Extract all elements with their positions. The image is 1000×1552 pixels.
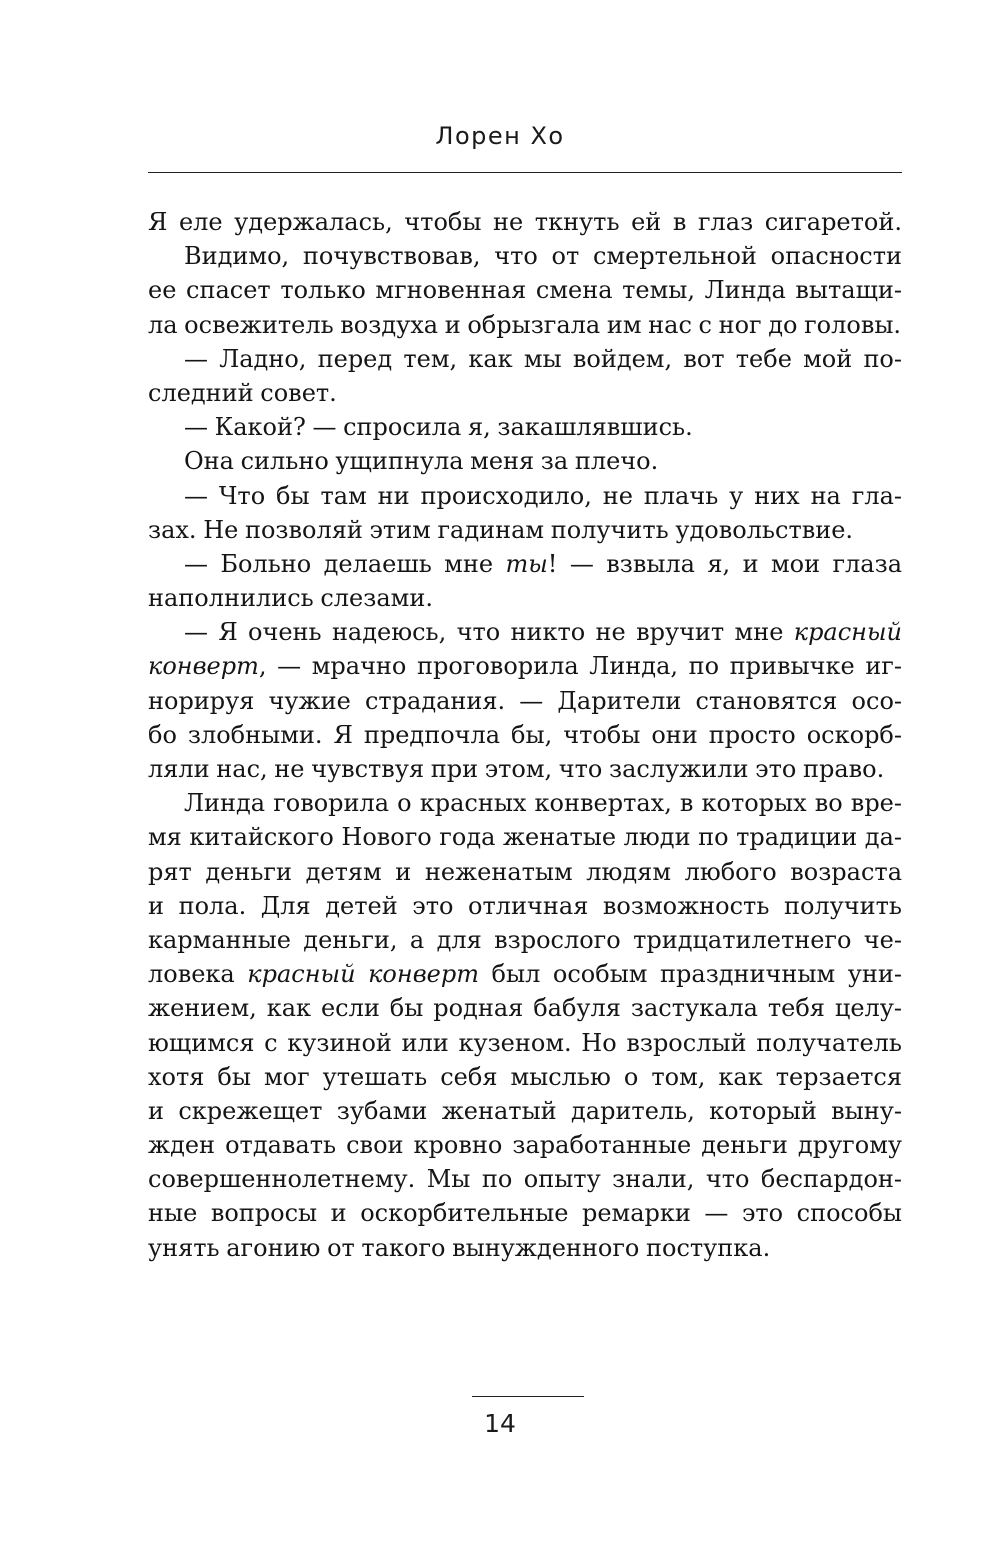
text-line: жением, как если бы родная бабуля застукала тебя целу-: [148, 994, 902, 1023]
text-line: — Ладно, перед тем, как мы войдем, вот тебе мой по-: [184, 344, 902, 373]
text-line: карманные деньги, а для взрослого тридцатилетнего че-: [148, 925, 902, 954]
text-line: — Что бы там ни происходило, не плачь у них на гла-: [184, 481, 902, 510]
italic-run: конверт: [148, 652, 259, 681]
text-run: был особым праздничным уни-: [478, 960, 902, 989]
text-line: унять агонию от такого вынужденного поступка.: [148, 1233, 771, 1262]
text-line: Я еле удержалась, чтобы не ткнуть ей в глаз сигаретой.: [148, 208, 902, 236]
text-line: следний совет.: [148, 378, 337, 407]
text-line: и скрежещет зубами женатый даритель, который выну-: [148, 1096, 902, 1125]
italic-run: красный конверт: [247, 960, 479, 989]
text-run: — Я очень надеюсь, что никто не вручит мне: [184, 618, 794, 647]
text-line: [148, 649, 902, 683]
header-rule: [148, 172, 902, 173]
text-line: — Какой? — спросила я, закашлявшись.: [184, 413, 693, 442]
text-line: [148, 547, 902, 581]
page-number: 14: [484, 1409, 516, 1438]
text-line: рят деньги детям и неженатым людям любого возраста: [148, 857, 902, 886]
text-line: бо злобными. Я предпочла бы, чтобы они просто оскорб-: [148, 720, 902, 749]
footer-rule: [472, 1396, 584, 1397]
text-line: совершеннолетнему. Мы по опыту знали, что беспардон-: [148, 1165, 902, 1194]
text-line: и пола. Для детей это отличная возможность получить: [148, 891, 902, 920]
text-line: ющимся с кузиной или кузеном. Но взрослый получатель: [148, 1028, 902, 1057]
text-line: ее спасет только мгновенная смена темы, Линда вытащи-: [148, 276, 902, 305]
italic-run: красный: [793, 618, 902, 647]
text-run: ! — взвыла я, и мои глаза: [547, 549, 903, 578]
text-run: , — мрачно проговорила Линда, по привычке иг-: [258, 652, 902, 681]
text-line: Линда говорила о красных конвертах, в которых во вре-: [184, 789, 902, 818]
text-line: [148, 957, 902, 991]
running-title: Лорен Хо: [435, 122, 565, 150]
text-line: норируя чужие страдания. — Дарители становятся осо-: [148, 686, 902, 715]
text-line: мя китайского Нового года женатые люди по традиции да-: [148, 823, 902, 852]
text-line: Она сильно ущипнула меня за плечо.: [184, 447, 659, 476]
text-run: ловека: [148, 960, 248, 989]
body-text: [148, 205, 902, 1265]
text-line: ляли нас, не чувствуя при этом, что заслужили это право.: [148, 755, 885, 783]
text-line: жден отдавать свои кровно заработанные деньги другому: [148, 1131, 902, 1160]
text-line: ные вопросы и оскорбительные ремарки — это способы: [148, 1199, 902, 1228]
italic-run: ты: [505, 549, 548, 578]
text-line: зах. Не позволяй этим гадинам получить удовольствие.: [148, 515, 854, 544]
text-run: — Больно делаешь мне: [184, 549, 506, 578]
text-line: хотя бы мог утешать себя мыслью о том, как терзается: [148, 1062, 902, 1091]
text-line: ла освежитель воздуха и обрызгала им нас с ног до головы.: [148, 310, 902, 339]
text-line: наполнились слезами.: [148, 584, 433, 613]
text-line: Видимо, почувствовав, что от смертельной опасности: [184, 242, 902, 271]
text-line: [148, 615, 902, 649]
